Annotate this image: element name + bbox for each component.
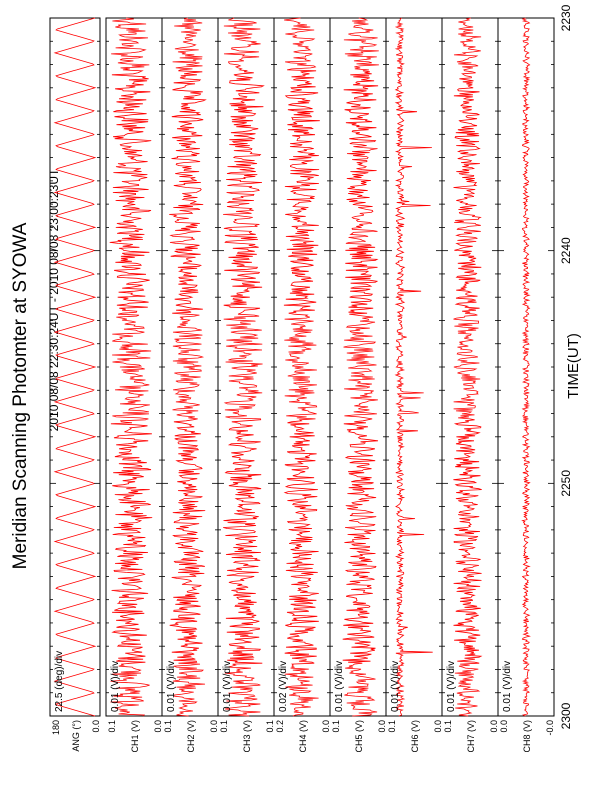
y-tick-label: 0.2 — [275, 720, 285, 733]
scale-label: 0.01 (V)/div — [334, 660, 345, 712]
scale-label: 0.01 (V)/div — [222, 660, 233, 712]
x-axis-label: TIME(UT) — [565, 333, 582, 399]
panel-name: CH8 (V) — [522, 720, 532, 753]
panel-ch7 — [442, 18, 499, 753]
scale-label: 0.01 (V)/div — [110, 660, 121, 712]
scale-label: 0.01 (V)/div — [166, 660, 177, 712]
y-tick-label: 0.1 — [163, 720, 173, 733]
panel-ch6 — [386, 18, 443, 753]
y-tick-label: 0.1 — [387, 720, 397, 733]
trace-ch1 — [110, 18, 153, 716]
x-tick-label: 2240 — [559, 237, 573, 265]
trace-ch2 — [169, 18, 205, 716]
y-tick-label: 0.1 — [331, 720, 341, 733]
panel-ch5 — [330, 18, 387, 753]
panel-ch3 — [218, 18, 275, 753]
panel-name: CH4 (V) — [298, 720, 308, 753]
trace-ch4 — [284, 18, 320, 716]
y-tick-label: 0.0 — [499, 720, 509, 733]
trace-ang — [55, 18, 95, 716]
chart-title: Meridian Scanning Photomter at SYOWA — [10, 222, 31, 570]
x-tick-label: 2250 — [559, 469, 573, 497]
trace-ch6 — [396, 18, 433, 716]
trace-ch7 — [453, 18, 481, 716]
trace-ch3 — [223, 18, 263, 716]
y-tick-label: 0.0 — [433, 720, 443, 733]
trace-ch8 — [522, 18, 529, 716]
scale-label: 0.01 (V)/div — [446, 660, 457, 712]
y-tick-label: 0.0 — [91, 720, 101, 733]
panel-name: CH7 (V) — [466, 720, 476, 753]
y-tick-label: 0.1 — [265, 720, 275, 733]
panel-ch2 — [162, 18, 219, 753]
panel-name: CH2 (V) — [186, 720, 196, 753]
y-tick-label: 0.0 — [321, 720, 331, 733]
panel-group — [50, 18, 555, 753]
chart-subtitle: 2010 08/08 22:30:24UT - 2010 08/08 23:00:23UT — [47, 168, 61, 432]
y-tick-label: 0.0 — [209, 720, 219, 733]
y-tick-label: 0.1 — [107, 720, 117, 733]
y-tick-label: -0.0 — [545, 720, 555, 736]
panel-name: CH3 (V) — [242, 720, 252, 753]
y-tick-label: 0.0 — [153, 720, 163, 733]
panel-frame — [386, 18, 442, 716]
panel-name: ANG (°) — [71, 720, 81, 752]
y-tick-label: 0.1 — [443, 720, 453, 733]
panel-name: CH6 (V) — [410, 720, 420, 753]
x-tick-label: 2300 — [559, 702, 573, 730]
y-tick-label: 0.0 — [489, 720, 499, 733]
y-tick-label: 0.1 — [219, 720, 229, 733]
x-tick-label: 2230 — [559, 4, 573, 32]
scale-label: 22.5 (deg)/div — [54, 650, 65, 712]
panel-ch1 — [106, 18, 163, 753]
panel-frame — [442, 18, 498, 716]
scale-label: 0.01 (V)/div — [502, 660, 513, 712]
panel-name: CH1 (V) — [130, 720, 140, 753]
scale-label: 0.02 (V)/div — [278, 660, 289, 712]
trace-ch5 — [343, 18, 379, 716]
y-tick-label: 0.0 — [377, 720, 387, 733]
panel-ch8 — [498, 18, 555, 753]
panel-name: CH5 (V) — [354, 720, 364, 753]
y-tick-label: 180 — [51, 720, 61, 736]
panel-ch4 — [274, 18, 331, 753]
scale-label: 0.01 (V)/div — [390, 660, 401, 712]
panel-frame — [330, 18, 386, 716]
